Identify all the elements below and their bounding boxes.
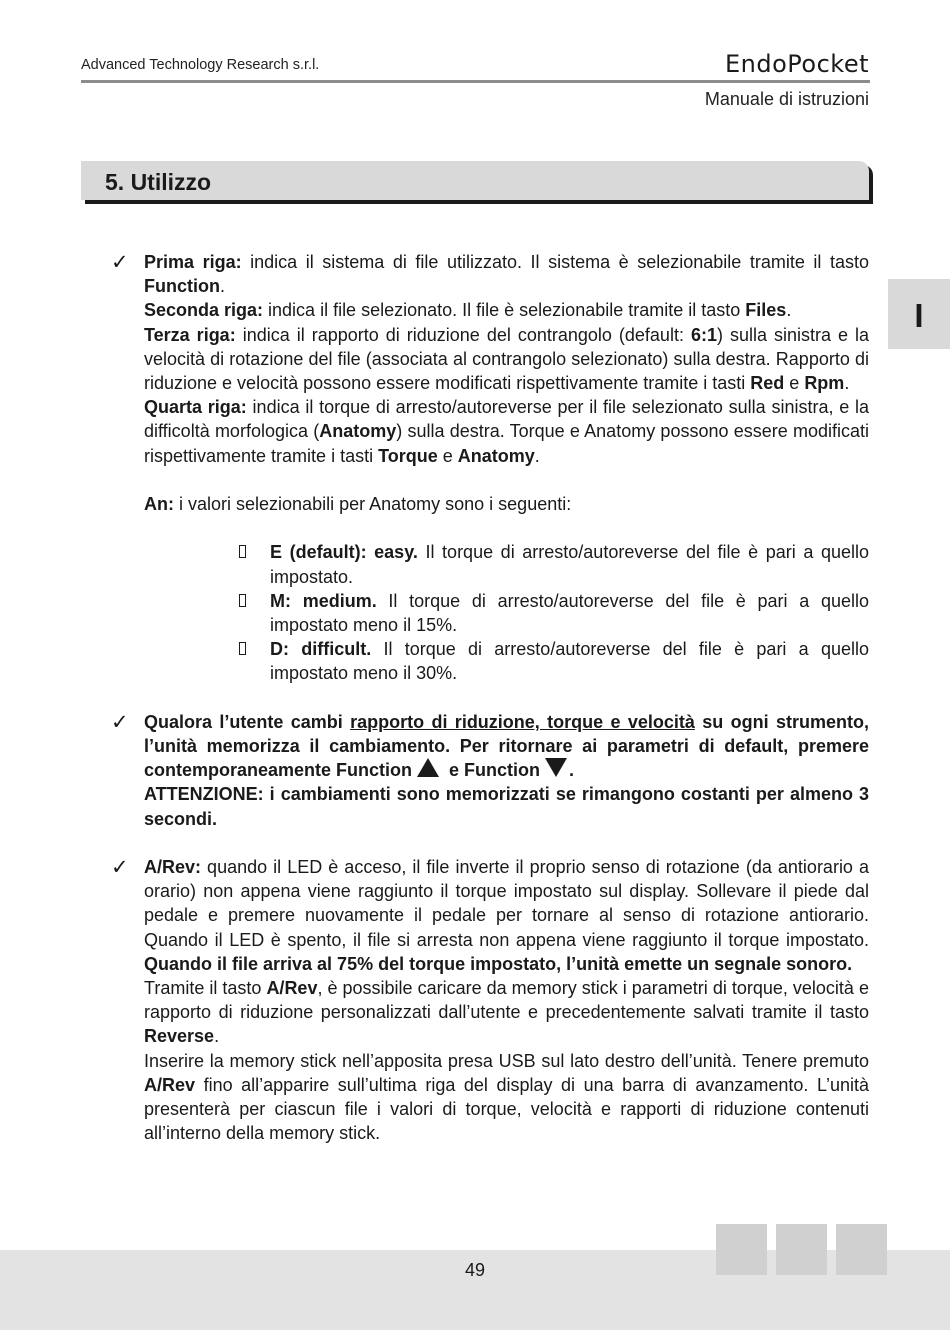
arrow-down-icon bbox=[545, 758, 567, 777]
section-header-bar bbox=[81, 161, 869, 200]
list-item-memory-changes bbox=[111, 709, 869, 831]
paragraph-attention: ATTENZIONE: i cambiamenti sono memorizzati se rimangono costanti per almeno 3 secondi. bbox=[144, 784, 869, 829]
list-item-display-rows bbox=[111, 250, 870, 686]
company-name: Advanced Technology Research s.r.l. bbox=[81, 57, 320, 73]
bullet-box-icon bbox=[239, 642, 246, 655]
manual-subtitle: Manuale di istruzioni bbox=[704, 89, 869, 109]
brand-logo: EndoPocket bbox=[724, 50, 869, 78]
bullet-box-icon bbox=[239, 594, 246, 607]
paragraph-arev-load: Tramite il tasto A/Rev, è possibile caricare da memory stick i parametri di torque, velocità e rapporto di riduzione personalizzati dall’utente e precedentemente salvati tramite il tasto Reverse. bbox=[144, 978, 869, 1047]
paragraph-second-row: Seconda riga: indica il file selezionato. Il file è selezionabile tramite il tasto Files. bbox=[144, 300, 792, 321]
paragraph-third-row: Terza riga: indica il rapporto di riduzione del contrangolo (default: 6:1) sulla sinistra e la velocità di rotazione del file (associata al contrangolo selezionato) sulla destra. Rapporto di riduzione e velocità possono essere modificati rispettivamente tramite i tasti Red e Rpm. bbox=[144, 324, 870, 394]
arrow-up-icon bbox=[417, 758, 439, 777]
list-item-arev bbox=[111, 855, 869, 1145]
section-title: 5. Utilizzo bbox=[105, 169, 212, 195]
paragraph-fourth-row: Quarta riga: indica il torque di arresto/autoreverse per il file selezionato sulla sinistra, e la difficoltà morfologica (Anatomy) sulla destra. Torque e Anatomy possono essere modificati rispettivamente tramite i tasti Torque e Anatomy. bbox=[144, 397, 870, 466]
paragraph-arev: A/Rev: quando il LED è acceso, il file inverte il proprio senso di rotazione (da antiorario a orario) non appena viene raggiunto il torque impostato sul display. Sollevare il piede dal pedale e premere nuovamente il pedale per tornare al senso di rotazione antiorario. Quando il LED è spento, il file si arresta non appena viene raggiunto il torque impostato. Quando il file arriva al 75% del torque impostato, l’unità emette un segnale sonoro. bbox=[144, 857, 869, 974]
language-side-tab bbox=[888, 279, 950, 349]
page-content bbox=[111, 250, 870, 1145]
bullet-box-icon bbox=[239, 545, 246, 558]
page-number: 49 bbox=[464, 1260, 486, 1280]
list-item: M: medium. Il torque di arresto/autoreverse del file è pari a quello impostato meno il 15%. bbox=[270, 589, 869, 637]
paragraph-arev-usb: Inserire la memory stick nell’apposita presa USB sul lato destro dell’unità. Tenere premuto A/Rev fino all’apparire sull’ultima riga del display di una barra di avanzamento. L’unità presenterà per ciascun file i valori di torque, velocità e rapporti di riduzione contenuti all’interno della memory stick. bbox=[144, 1050, 869, 1144]
checkmark-icon: ✓ bbox=[111, 855, 129, 880]
checkmark-icon: ✓ bbox=[111, 709, 129, 734]
checkmark-icon: ✓ bbox=[111, 250, 129, 274]
side-tab-label: I bbox=[914, 297, 924, 334]
header-rule bbox=[81, 80, 870, 83]
list-item: E (default): easy. Il torque di arresto/autoreverse del file è pari a quello impostato. bbox=[270, 540, 869, 588]
anatomy-values-list bbox=[270, 540, 869, 685]
list-item: D: difficult. Il torque di arresto/autoreverse del file è pari a quello impostato meno il 30%. bbox=[270, 637, 869, 685]
paragraph-memory: Qualora l’utente cambi rapporto di riduzione, torque e velocità su ogni strumento, l’unità memorizza il cambiamento. Per ritornare ai parametri di default, premere contemporaneamente Function e Function . bbox=[144, 711, 869, 781]
paragraph-first-row: Prima riga: indica il sistema di file utilizzato. Il sistema è selezionabile tramite il tasto Function. bbox=[144, 252, 869, 297]
paragraph-anatomy-intro: An: i valori selezionabili per Anatomy sono i seguenti: bbox=[144, 494, 572, 515]
